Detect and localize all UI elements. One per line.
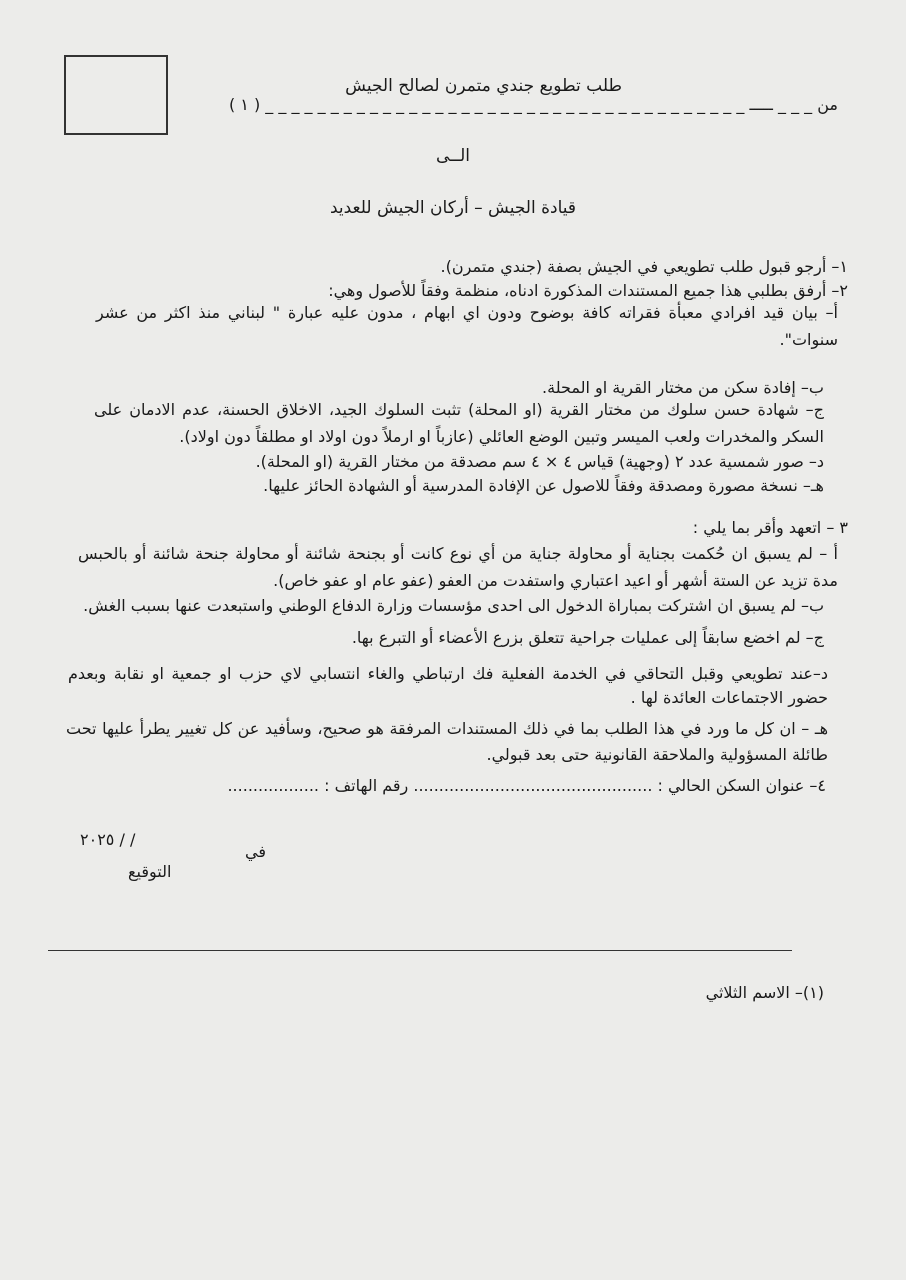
paragraph-3e: هـ – ان كل ما ورد في هذا الطلب بما في ذلك المستندات المرفقة هو صحيح، وسأفيد عن كل تغيير يطرأ عليها تحت طائلة المسؤولية والملاحقة القانونية حتى بعد قبولي.	[66, 719, 828, 764]
paragraph-2: ٢– أرفق بطلبي هذا جميع المستندات المذكورة ادناه، منظمة وفقاً للأصول وهي:	[328, 281, 848, 300]
form-title: طلب تطويع جندي متمرن لصالح الجيش	[345, 76, 622, 96]
photo-box	[64, 55, 168, 135]
from-line	[229, 95, 838, 114]
paragraph-3c: ج– لم اخضع سابقاً إلى عمليات جراحية تتعلق بزرع الأعضاء أو التبرع بها.	[351, 628, 824, 647]
recipient: قيادة الجيش – أركان الجيش للعديد	[329, 198, 577, 218]
paragraph-1: ١– أرجو قبول طلب تطويعي في الجيش بصفة (جندي متمرن).	[440, 257, 848, 276]
date-value: ٢٠٢٥ / /	[80, 830, 136, 849]
paragraph-3d: د–عند تطويعي وقبل التحاقي في الخدمة الفعلية فك ارتباطي والغاء انتسابي لاي حزب او جمعية او نقابة وبعدم حضور الاجتماعات العائدة لها .	[68, 664, 828, 707]
paragraph-2a: أ– بيان قيد افرادي معبأة فقراته كافة بوضوح ودون اي ابهام ، مدون عليه عبارة " لبناني منذ اكثر من عشر سنوات".	[96, 303, 838, 349]
from-footnote-ref: ( ١ )	[228, 95, 261, 114]
date-in-label: في	[245, 842, 266, 861]
paragraph-2d: د– صور شمسية عدد ٢ (وجهية) قياس ٤ × ٤ سم مصدقة من مختار القرية (او المحلة).	[255, 452, 824, 471]
from-blank: _ _ _ ـــــ _ _ _ _ _ _ _ _ _ _ _ _ _ _ _ _ _ _ _ _ _ _ _ _ _ _ _ _ _ _ _ _ _ _ _ _ _	[265, 95, 813, 114]
paragraph-2e: هـ– نسخة مصورة ومصدقة وفقاً للاصول عن الإفادة المدرسية أو الشهادة الحائز عليها.	[263, 476, 824, 495]
from-label: من	[817, 95, 838, 114]
footer-divider	[48, 950, 792, 951]
paragraph-2c: ج– شهادة حسن سلوك من مختار القرية (او المحلة) تثبت السلوك الجيد، الاخلاق الحسنة، عدم الادمان على السكر والمخدرات ولعب الميسر وتبين الوضع العائلي (عازباً او ارملاً دون اولاد او مطلقاً دون اولاد).	[94, 400, 824, 446]
footnote: (١)– الاسم الثلاثي	[705, 983, 824, 1002]
to-label: الــى	[435, 146, 471, 166]
paragraph-2b: ب– إفادة سكن من مختار القرية او المحلة.	[542, 378, 824, 397]
signature-label: التوقيع	[128, 862, 172, 881]
paragraph-3b: ب– لم يسبق ان اشتركت بمباراة الدخول الى احدى مؤسسات وزارة الدفاع الوطني واستبعدت عنها بسبب الغش.	[83, 596, 824, 615]
paragraph-3a: أ – لم يسبق ان حُكمت بجناية أو محاولة جناية من أي نوع كانت أو بجنحة شائنة أو محاولة جنحة شائنة أو بالحبس مدة تزيد عن الستة أشهر أو اعيد اعتباري واستفدت من العفو (عفو عام او عفو خاص).	[78, 544, 838, 590]
paragraph-3: ٣ – اتعهد وأقر بما يلي :	[692, 518, 848, 537]
paragraph-4: ٤– عنوان السكن الحالي : ............................................... رقم الهاتف : ..................	[227, 776, 826, 795]
